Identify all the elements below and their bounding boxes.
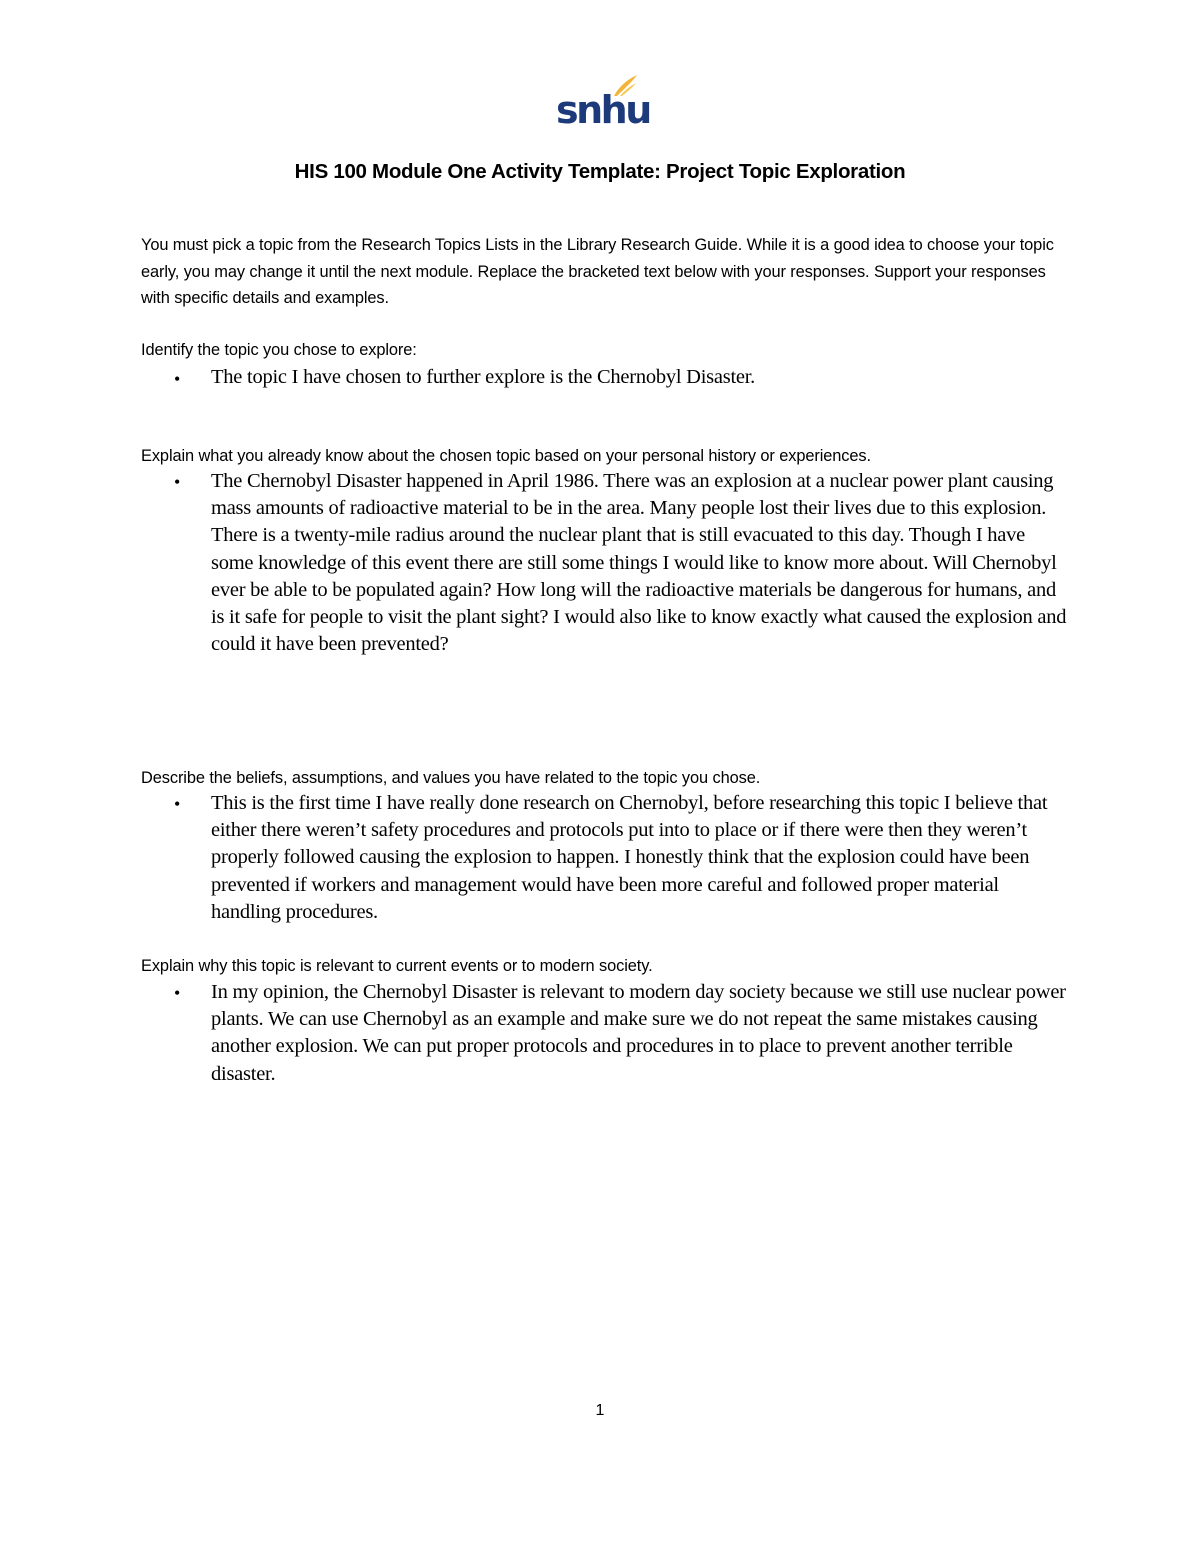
- page-title: HIS 100 Module One Activity Template: Project Topic Exploration: [294, 160, 906, 183]
- bullet-marker: •: [174, 794, 181, 814]
- bullet-marker: •: [174, 369, 181, 389]
- prompt-relevance: Explain why this topic is relevant to current events or to modern society.: [141, 957, 653, 975]
- prompt-prior-knowledge: Explain what you already know about the chosen topic based on your personal history or experiences.: [141, 447, 871, 465]
- page-number: 1: [595, 1402, 605, 1419]
- bullet-marker: •: [174, 472, 181, 492]
- snhu-logo: [556, 74, 650, 132]
- answer-prior-knowledge: The Chernobyl Disaster happened in April 1986. There was an explosion at a nuclear power plant causing mass amounts of radioactive material to be in the area. Many people lost their lives due to this explosion. There is a twenty-mile radius around the nuclear plant that is still evacuated to this day. Though I have some knowledge of this event there are still some things I would like to know more about. Will Chernobyl ever be able to be populated again? How long will the radioactive materials be dangerous for humans, and is it safe for people to visit the plant sight? I would also like to know exactly what caused the explosion and could it have been prevented?: [211, 470, 1067, 656]
- answer-beliefs: This is the first time I have really done research on Chernobyl, before researching this topic I believe that either there weren’t safety procedures and protocols put into to place or if there were then they weren’t properly followed causing the explosion to happen. I honestly think that the explosion could have been prevented if workers and management would have been more careful and followed proper material handling procedures.: [211, 792, 1048, 923]
- intro-paragraph: You must pick a topic from the Research Topics Lists in the Library Research Guide. While it is a good idea to choose your topic early, you may change it until the next module. Replace the bracketed text below with your responses. Support your responses with specific details and examples.: [141, 236, 1054, 307]
- answer-relevance: In my opinion, the Chernobyl Disaster is relevant to modern day society because we still use nuclear power plants. We can use Chernobyl as an example and make sure we do not repeat the same mistakes causing another explosion. We can put proper protocols and procedures in to place to prevent another terrible disaster.: [211, 981, 1066, 1085]
- prompt-beliefs: Describe the beliefs, assumptions, and values you have related to the topic you chose.: [141, 769, 761, 787]
- bullet-marker: •: [174, 983, 181, 1003]
- answer-identify-topic: The topic I have chosen to further explore is the Chernobyl Disaster.: [211, 366, 756, 388]
- logo-wordmark: snhu: [556, 88, 650, 132]
- prompt-identify-topic: Identify the topic you chose to explore:: [141, 341, 417, 359]
